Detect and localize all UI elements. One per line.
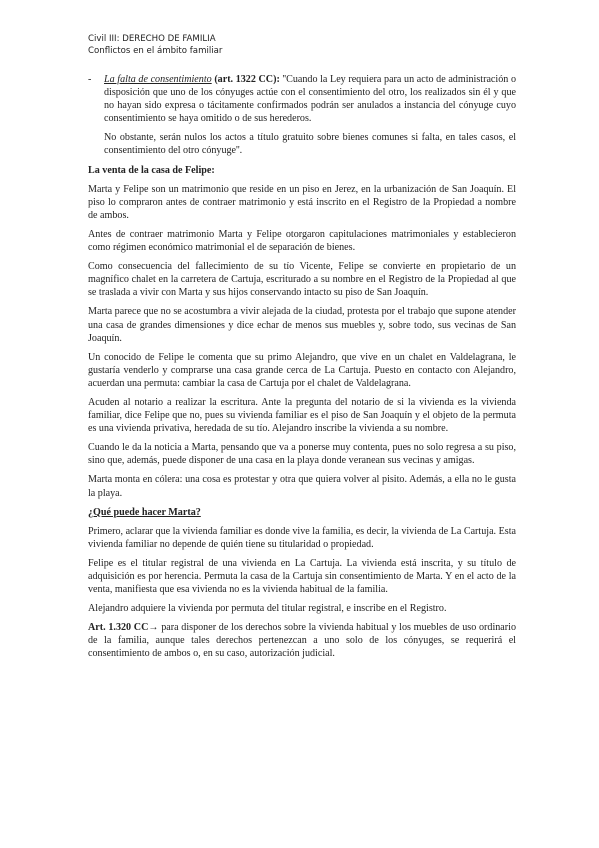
bullet-continuation: No obstante, serán nulos los actos a título gratuito sobre bienes comunes si falta, en tales casos, el consentimiento del otro cónyuge''. — [104, 132, 516, 157]
arrow-icon: → — [148, 622, 159, 634]
question-heading: ¿Qué puede hacer Marta? — [88, 506, 201, 518]
header-topic: Conflictos en el ámbito familiar — [88, 46, 223, 56]
article-paragraph — [88, 621, 516, 660]
paragraph: Marta monta en cólera: una cosa es protestar y otra que quiera volver al pisito. Además, a ella no le gusta la playa. — [88, 474, 516, 499]
article-label: Art. 1.320 CC — [88, 622, 149, 634]
answer-paragraph: Alejandro adquiere la vivienda por permuta del titular registral, e inscribe en el Registro. — [88, 603, 447, 615]
section-title: La venta de la casa de Felipe: — [88, 164, 215, 176]
document-body — [88, 73, 516, 667]
bullet-term: La falta de consentimiento — [104, 74, 212, 85]
bullet-item — [88, 73, 516, 125]
bullet-dash: - — [88, 74, 92, 85]
header-course: Civil III: DERECHO DE FAMILIA — [88, 34, 216, 44]
article-text: para disponer de los derechos sobre la vivienda habitual y los muebles de uso ordinario de la familia, aunque tales derechos pertenezcan a uno solo de los cónyuges, se requerirá el consentimiento de ambos o, en su caso, autorización judicial. — [88, 622, 516, 660]
answer-paragraph: Felipe es el titular registral de una vivienda en La Cartuja. La vivienda está inscrita, y su título de adquisición es por herencia. Permuta la casa de la Cartuja sin consentimiento de Marta. Y en el acto de la venta, manifiesta que esa vivienda no es la vivienda habitual de la familia. — [88, 557, 516, 596]
page-header — [88, 33, 222, 57]
paragraph: Acuden al notario a realizar la escritura. Ante la pregunta del notario de si la vivienda es la vivienda familiar, dice Felipe que no, pues su vivienda familiar es el piso de San Joaquín y el objeto de la permuta es una vivienda privativa, heredada de su tío. Alejandro inscribe la vivienda a su nombre. — [88, 396, 516, 435]
paragraph: Un conocido de Felipe le comenta que su primo Alejandro, que vive en un chalet en Valdelagrana, le gustaría venderlo y comprarse una casa grande cerca de La Cartuja. Puesto en contacto con Alejandro, acuerdan una permuta: cambiar la casa de Cartuja por el chalet de Valdelagrana. — [88, 351, 516, 389]
paragraph: Marta parece que no se acostumbra a vivir alejada de la ciudad, protesta por el trabajo que supone atender una casa de grandes dimensiones y dice echar de menos sus muebles y, sobre todo, sus vecinas de San Joaquín. — [88, 306, 516, 344]
answer-paragraph: Primero, aclarar que la vivienda familiar es donde vive la familia, es decir, la vivienda de La Cartuja. Esta vivienda familiar no depende de quién tiene su titularidad o propiedad. — [88, 525, 516, 550]
article-reference: (art. 1322 CC): — [214, 74, 280, 85]
bullet-quote: ''Cuando la Ley requiera para un acto de administración o disposición que uno de los cónyuges actúe con el consentimiento del otro, los realizados sin él y que no hayan sido expresa o tácitamente confirmados podrán ser anulados a instancia del cónyuge cuyo consentimiento se haya omitido o de sus herederos. — [104, 74, 516, 125]
paragraph: Antes de contraer matrimonio Marta y Felipe otorgaron capitulaciones matrimoniales y establecieron como régimen económico matrimonial el de separación de bienes. — [88, 228, 516, 254]
paragraph: Cuando le da la noticia a Marta, pensando que va a ponerse muy contenta, pues no solo regresa a su piso, sino que, además, puede disponer de una casa en la playa donde veranean sus vecinas y amigas. — [88, 442, 516, 467]
paragraph: Como consecuencia del fallecimiento de su tío Vicente, Felipe se convierte en propietario de un magnífico chalet en la carretera de Cartuja, escriturado a su nombre en el Registro de la Propiedad al que se traslada a vivir con Marta y sus hijos conservando intacto su piso de San Joaquín. — [88, 261, 516, 299]
paragraph: Marta y Felipe son un matrimonio que reside en un piso en Jerez, en la urbanización de San Joaquín. El piso lo compraron antes de contraer matrimonio y está inscrito en el Registro de la Propiedad a nombre de ambos. — [88, 183, 516, 221]
